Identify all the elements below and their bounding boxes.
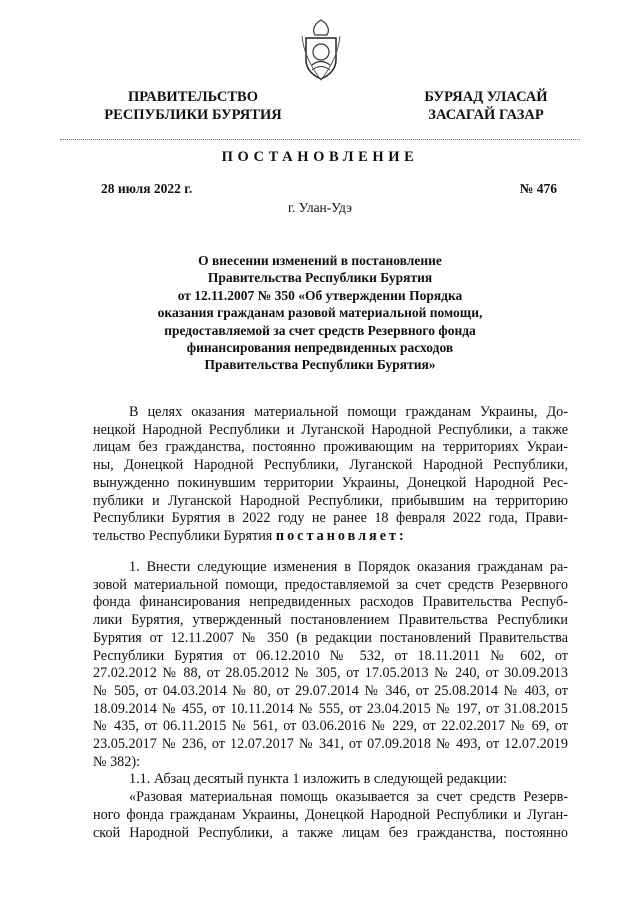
text-line: № 435, от 06.11.2015 № 561, от 03.06.2016 № 229, от 22.02.2017 № 69, от bbox=[93, 718, 568, 735]
text-line: Республики Бурятия в 2022 году не ранее 18 февраля 2022 года, Прави- bbox=[93, 510, 568, 527]
text-line: 23.05.2017 № 236, от 12.07.2017 № 341, от 07.09.2018 № 493, от 12.07.2019 bbox=[93, 736, 568, 753]
title-line: от 12.11.2007 № 350 «Об утверждении Порядка bbox=[177, 287, 463, 303]
text-line: 1. Внести следующие изменения в Порядок оказания гражданам ра- bbox=[129, 559, 568, 575]
text-line: лицам без гражданства, постоянно проживающим на территориях Украи- bbox=[93, 439, 568, 456]
text-line: Бурятия от 12.11.2007 № 350 (в редакции постановлений Правительства bbox=[93, 629, 568, 646]
resolution-keyword: постановляет: bbox=[275, 527, 407, 544]
text-line: 27.02.2012 № 88, от 28.05.2012 № 305, от 17.05.2013 № 240, от 30.09.2013 bbox=[93, 665, 568, 682]
text-line: зовой материальной помощи, предоставляемой за счет средств Резервного bbox=[93, 576, 568, 593]
text-line: ской Народной Республики, а также лицам без гражданства, постоянно bbox=[93, 824, 568, 841]
preamble-last-text: тельство Республики Бурятия bbox=[93, 527, 273, 544]
text-line bbox=[93, 528, 568, 546]
text-line: лики Бурятия, утвержденный постановлением Правительства Республики bbox=[93, 612, 568, 629]
document-type: ПОСТАНОВЛЕНИЕ bbox=[221, 149, 419, 165]
text-line: «Разовая материальная помощь оказывается за счет средств Резерв- bbox=[129, 789, 568, 806]
text-line: фонда финансирования непредвиденных расходов Правительства Респуб- bbox=[93, 594, 568, 611]
text-line: ного фонда гражданам Украины, Донецкой Народной Республики и Луган- bbox=[93, 806, 568, 823]
title-line: О внесении изменений в постановление bbox=[198, 253, 442, 268]
text-line: № 505, от 04.03.2014 № 80, от 29.07.2014 № 346, от 25.08.2014 № 403, от bbox=[93, 682, 568, 699]
government-name-russian bbox=[63, 88, 323, 124]
document-number: № 476 bbox=[519, 181, 557, 196]
title-line: оказания гражданам разовой материальной помощи, bbox=[157, 305, 483, 321]
document-title bbox=[120, 252, 520, 374]
coat-of-arms-emblem bbox=[300, 18, 342, 82]
text-line: нецкой Народной Республики и Луганской Народной Республики, а также bbox=[93, 421, 568, 438]
text-line: вынужденно покинувшим территории Украины, Донецкой Народной Рес- bbox=[93, 474, 568, 491]
title-line: Правительства Республики Бурятия bbox=[207, 270, 433, 286]
header-divider bbox=[60, 139, 580, 140]
org-line: ЗАСАГАЙ ГАЗАР bbox=[428, 107, 544, 123]
text-line: публики и Луганской Народной Республики, прибывшим на территорию bbox=[93, 492, 568, 509]
preamble-paragraph bbox=[93, 404, 568, 546]
text-line: ны, Донецкой Народной Республики, Луганской Народной Республики, bbox=[93, 457, 568, 474]
government-name-buryat bbox=[356, 88, 616, 124]
text-line: № 382): bbox=[93, 753, 141, 770]
org-line: РЕСПУБЛИКИ БУРЯТИЯ bbox=[104, 107, 282, 123]
title-line: финансирования непредвиденных расходов bbox=[186, 340, 454, 356]
document-date: 28 июля 2022 г. bbox=[101, 181, 193, 196]
text-line: 18.09.2014 № 455, от 10.11.2014 № 555, от 23.04.2015 № 197, от 31.08.2015 bbox=[93, 700, 568, 717]
org-line: БУРЯАД УЛАСАЙ bbox=[424, 89, 548, 105]
text-line: В целях оказания материальной помощи гражданам Украины, До- bbox=[129, 404, 568, 420]
title-line: предоставляемой за счет средств Резервного фонда bbox=[164, 322, 476, 338]
item-1-paragraph bbox=[93, 559, 568, 842]
title-line: Правительства Республики Бурятия» bbox=[204, 357, 436, 373]
item-1-1-text: 1.1. Абзац десятый пункта 1 изложить в следующей редакции: bbox=[129, 771, 507, 788]
org-line: ПРАВИТЕЛЬСТВО bbox=[128, 89, 258, 105]
text-line: Республики Бурятия от 06.12.2010 № 532, от 18.11.2011 № 602, от bbox=[93, 647, 568, 664]
document-city: г. Улан-Удэ bbox=[288, 200, 352, 215]
